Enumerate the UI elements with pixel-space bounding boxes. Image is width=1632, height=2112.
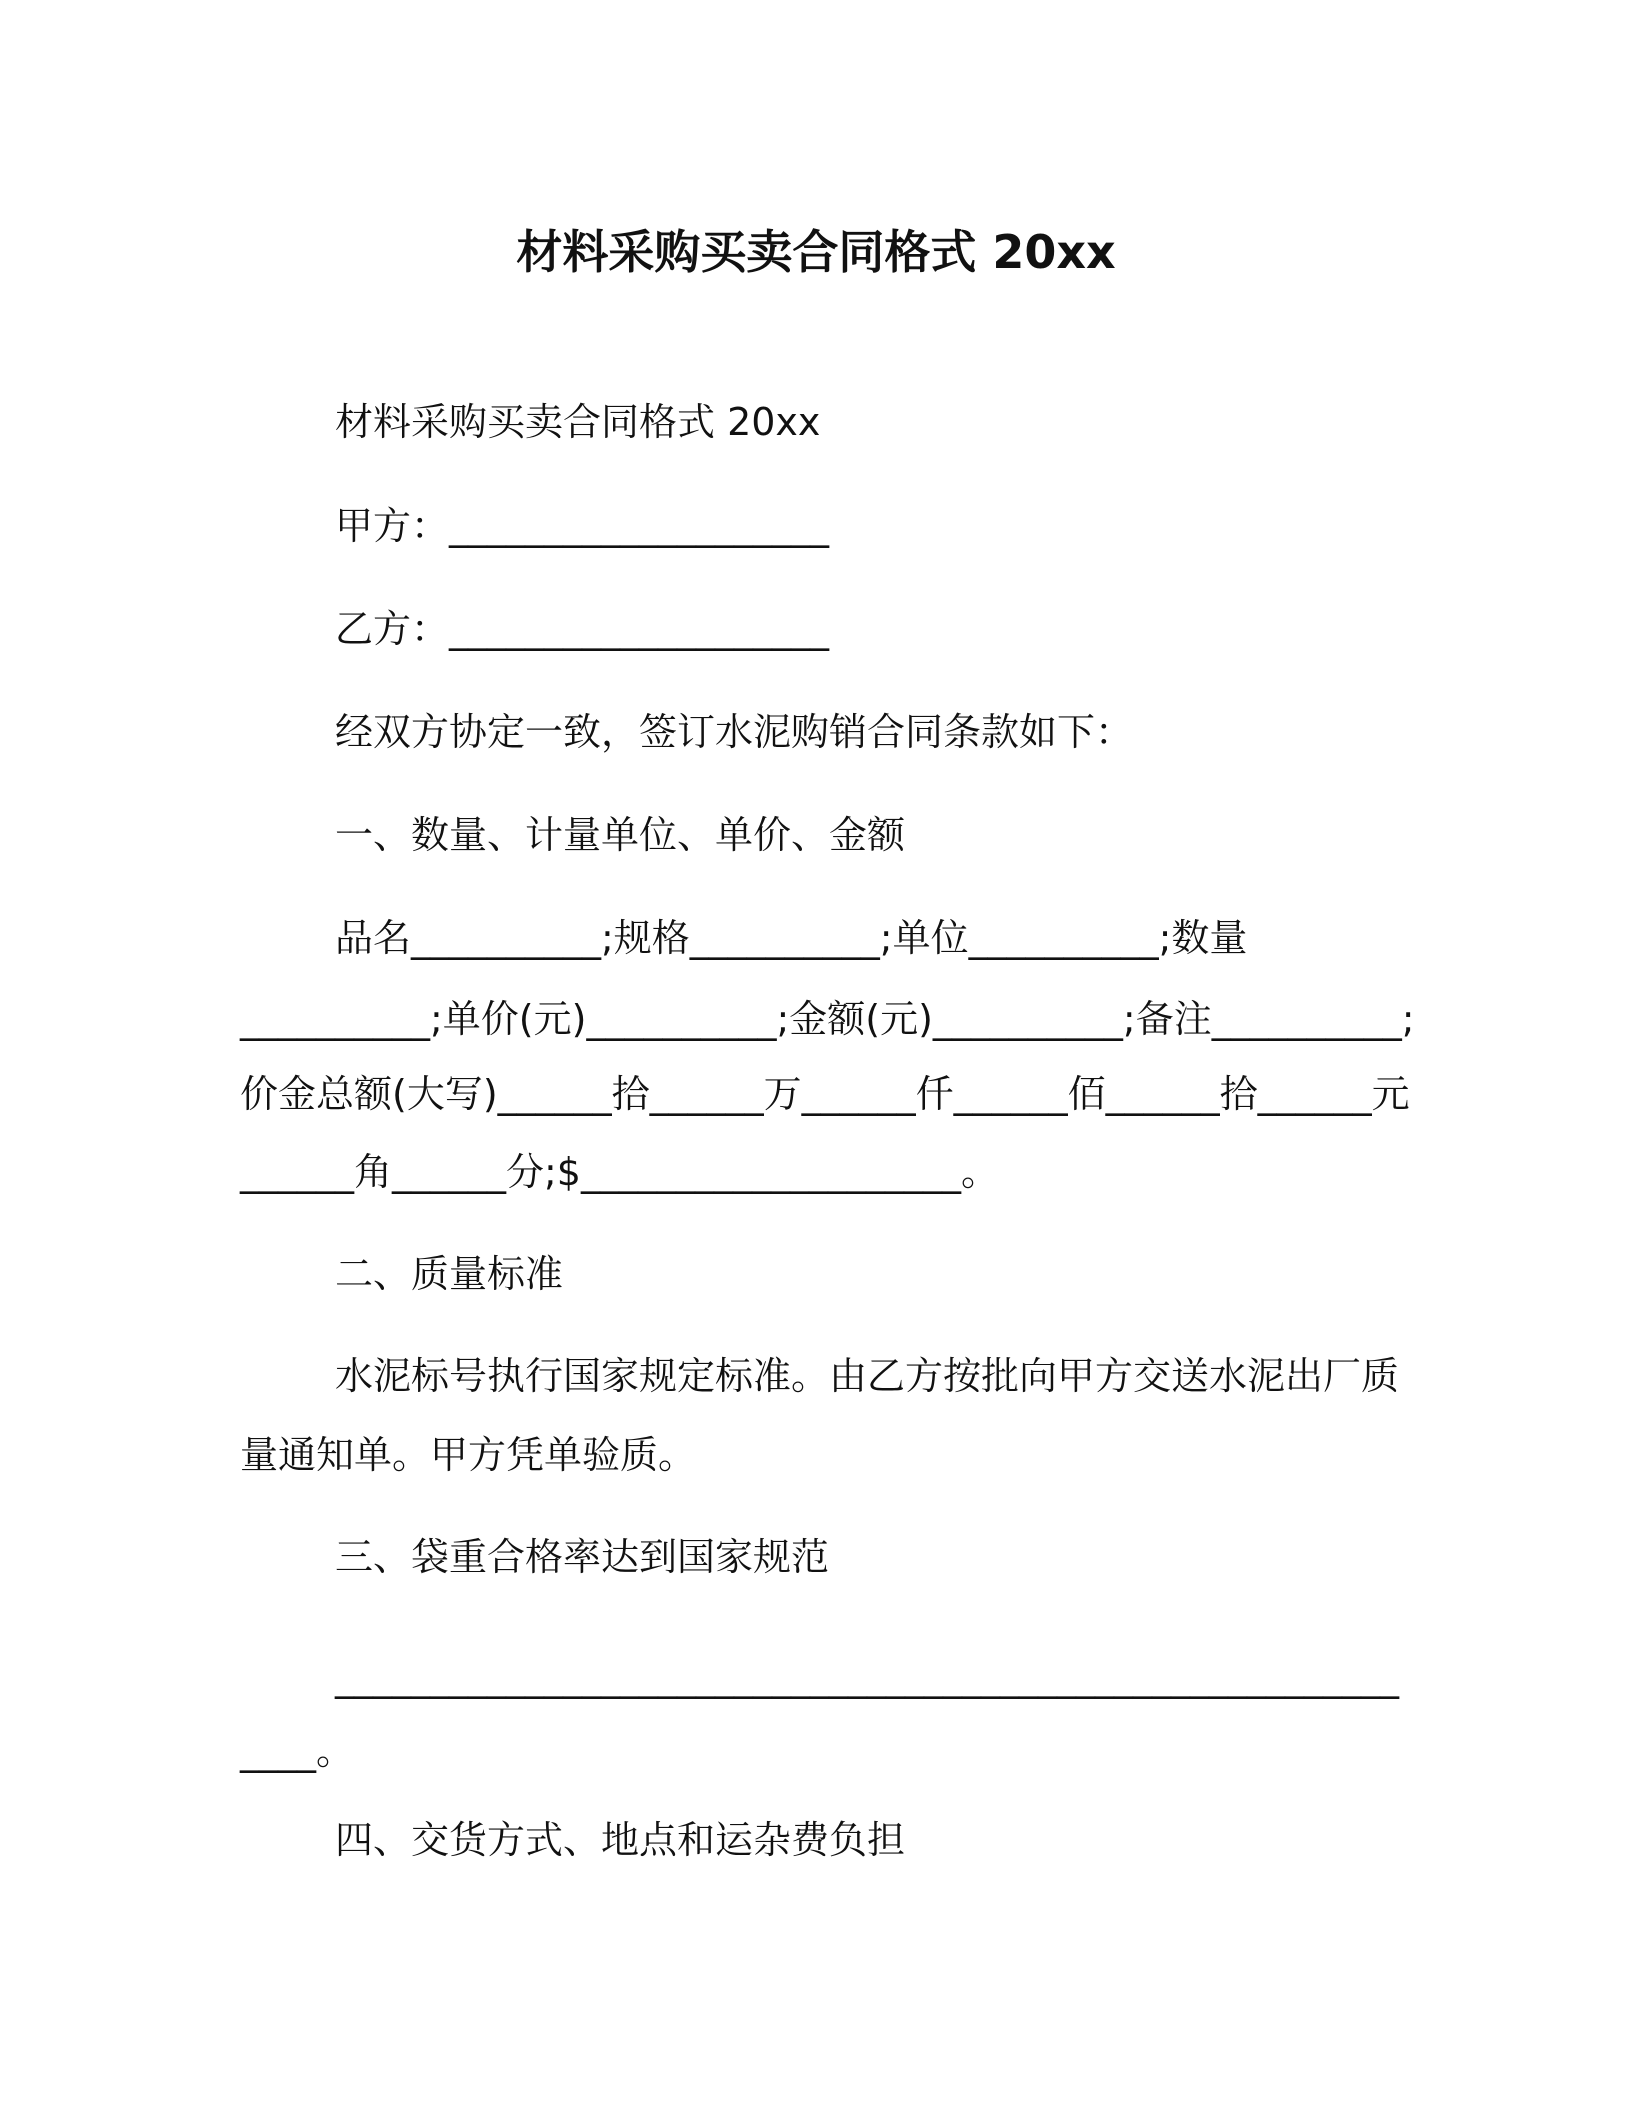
section-3-heading: 三、袋重合格率达到国家规范 — [335, 1535, 830, 1579]
document-subtitle: 材料采购买卖合同格式 20xx — [335, 400, 821, 444]
section-2-line-2: 量通知单。甲方凭单验质。 — [240, 1433, 697, 1477]
document-title: 材料采购买卖合同格式 20xx — [516, 225, 1116, 279]
section-1-line-2: __________;单价(元)__________;金额(元)__________;备注__________; — [240, 997, 1415, 1041]
section-4-heading: 四、交货方式、地点和运杂费负担 — [335, 1818, 906, 1862]
section-1-line-1: 品名__________;规格__________;单位__________;数量 — [335, 916, 1248, 960]
section-1-line-4: ______角______分;$____________________。 — [240, 1150, 999, 1194]
section-2-heading: 二、质量标准 — [335, 1252, 564, 1296]
section-1-heading: 一、数量、计量单位、单价、金额 — [335, 813, 906, 857]
section-3-line-2: ____。 — [240, 1729, 355, 1773]
section-2-line-1: 水泥标号执行国家规定标准。由乙方按批向甲方交送水泥出厂质 — [335, 1354, 1400, 1398]
section-1-line-3: 价金总额(大写)______拾______万______仟______佰______拾______元 — [240, 1072, 1410, 1116]
section-3-line-1: ________________________________________________________ — [335, 1655, 1399, 1699]
party-b-line: 乙方：____________________ — [335, 607, 830, 651]
intro-paragraph: 经双方协定一致，签订水泥购销合同条款如下： — [335, 710, 1134, 754]
party-a-line: 甲方：____________________ — [335, 504, 830, 548]
